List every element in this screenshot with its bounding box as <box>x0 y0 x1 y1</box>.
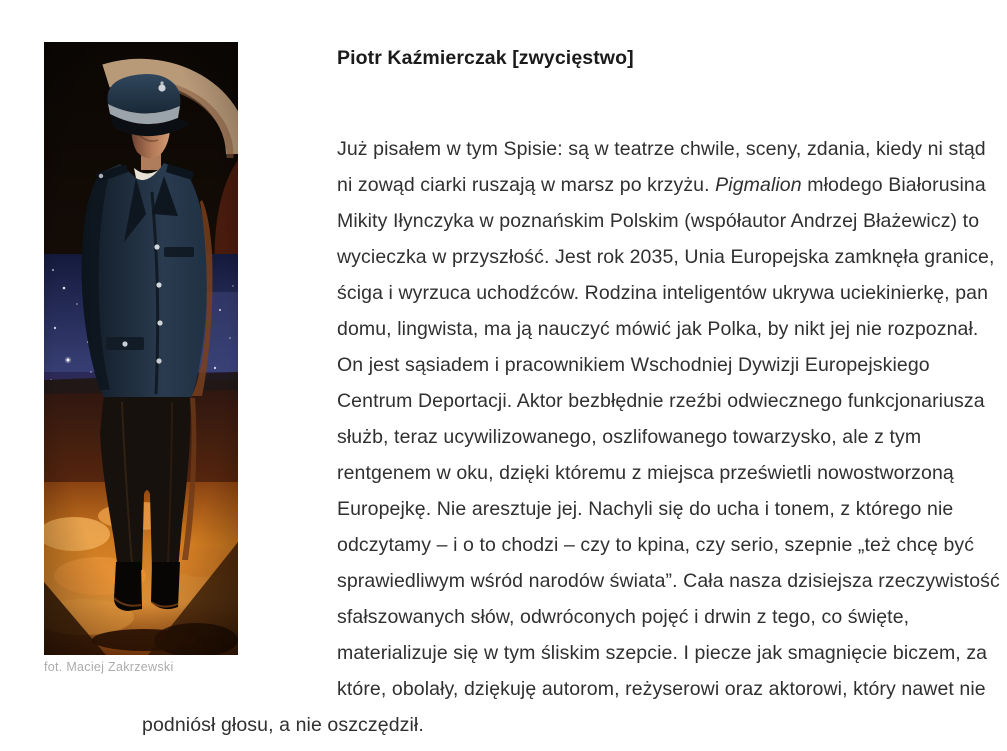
paragraph-text-segment: wycieczka w przyszłość. Jest rok 2035, Unia Europejska zamknęła granice, <box>337 246 995 268</box>
paragraph-text-segment: Europejkę. Nie aresztuje jej. Nachyli się do ucha i tonem, z którego nie <box>337 498 954 520</box>
paragraph-line <box>337 311 1002 347</box>
paragraph-text-segment: Mikity Iłynczyka w poznańskim Polskim (współautor Andrzej Błażewicz) to <box>337 210 980 232</box>
stage-photo-illustration <box>44 42 238 655</box>
paragraph-line <box>337 275 1002 311</box>
article-photo-figure <box>44 42 238 674</box>
paragraph-text-segment: sfałszowanych słów, odwróconych pojęć i drwin z tego, co święte, <box>337 606 910 628</box>
paragraph-italic-segment: Pigmalion <box>715 174 802 196</box>
paragraph-line <box>337 671 1002 707</box>
paragraph-line <box>337 167 1002 203</box>
paragraph-text-segment: domu, lingwista, ma ją nauczyć mówić jak Polka, by nikt jej nie rozpoznał. <box>337 318 979 340</box>
article-heading: Piotr Kaźmierczak [zwycięstwo] <box>337 47 634 69</box>
paragraph-text-segment: materializuje się w tym śliskim szepcie. I piecze jak smagnięcie biczem, za <box>337 642 988 664</box>
paragraph-line <box>337 527 1002 563</box>
paragraph-text-segment: Centrum Deportacji. Aktor bezbłędnie rzeźbi odwiecznego funkcjonariusza <box>337 390 985 412</box>
paragraph-line <box>337 635 1002 671</box>
paragraph-line <box>337 491 1002 527</box>
paragraph-text-segment: ni zowąd ciarki ruszają w marsz po krzyżu. <box>337 174 716 196</box>
paragraph-line <box>337 419 1002 455</box>
paragraph-line <box>337 239 1002 275</box>
paragraph-text-segment: ściga i wyrzuca uchodźców. Rodzina inteligentów ukrywa uciekinierkę, pan <box>337 282 989 304</box>
paragraph-text-segment: Już pisałem w tym Spisie: są w teatrze chwile, sceny, zdania, kiedy ni stąd <box>337 138 986 160</box>
paragraph-line <box>337 347 1002 383</box>
stage-photo <box>44 42 238 655</box>
paragraph-text-segment: służb, teraz ucywilizowanego, oszlifowanego towarzysko, ale z tym <box>337 426 922 448</box>
paragraph-text-segment: podniósł głosu, a nie oszczędził. <box>142 714 424 736</box>
photo-caption: fot. Maciej Zakrzewski <box>44 660 174 674</box>
paragraph-text-segment: sprawiedliwym wśród narodów świata”. Cała nasza dzisiejsza rzeczywistość <box>337 570 1000 592</box>
paragraph-line <box>337 455 1002 491</box>
paragraph-line <box>337 203 1002 239</box>
paragraph-text-segment: odczytamy – i o to chodzi – czy to kpina, czy serio, szepnie „też chcę być <box>337 534 975 556</box>
article-body <box>142 131 1002 743</box>
paragraph-line <box>337 599 1002 635</box>
paragraph-text-segment: On jest sąsiadem i pracownikiem Wschodniej Dywizji Europejskiego <box>337 354 930 376</box>
paragraph-line <box>337 131 1002 167</box>
paragraph-line <box>142 707 1002 743</box>
paragraph-line <box>337 383 1002 419</box>
paragraph-text-segment: rentgenem w oku, dzięki któremu z miejsca prześwietli nowostworzoną <box>337 462 954 484</box>
paragraph-text-segment: które, obolały, dziękuję autorom, reżyserowi oraz aktorowi, który nawet nie <box>337 678 986 700</box>
paragraph-line <box>337 563 1002 599</box>
paragraph-text-segment: młodego Białorusina <box>801 174 986 196</box>
